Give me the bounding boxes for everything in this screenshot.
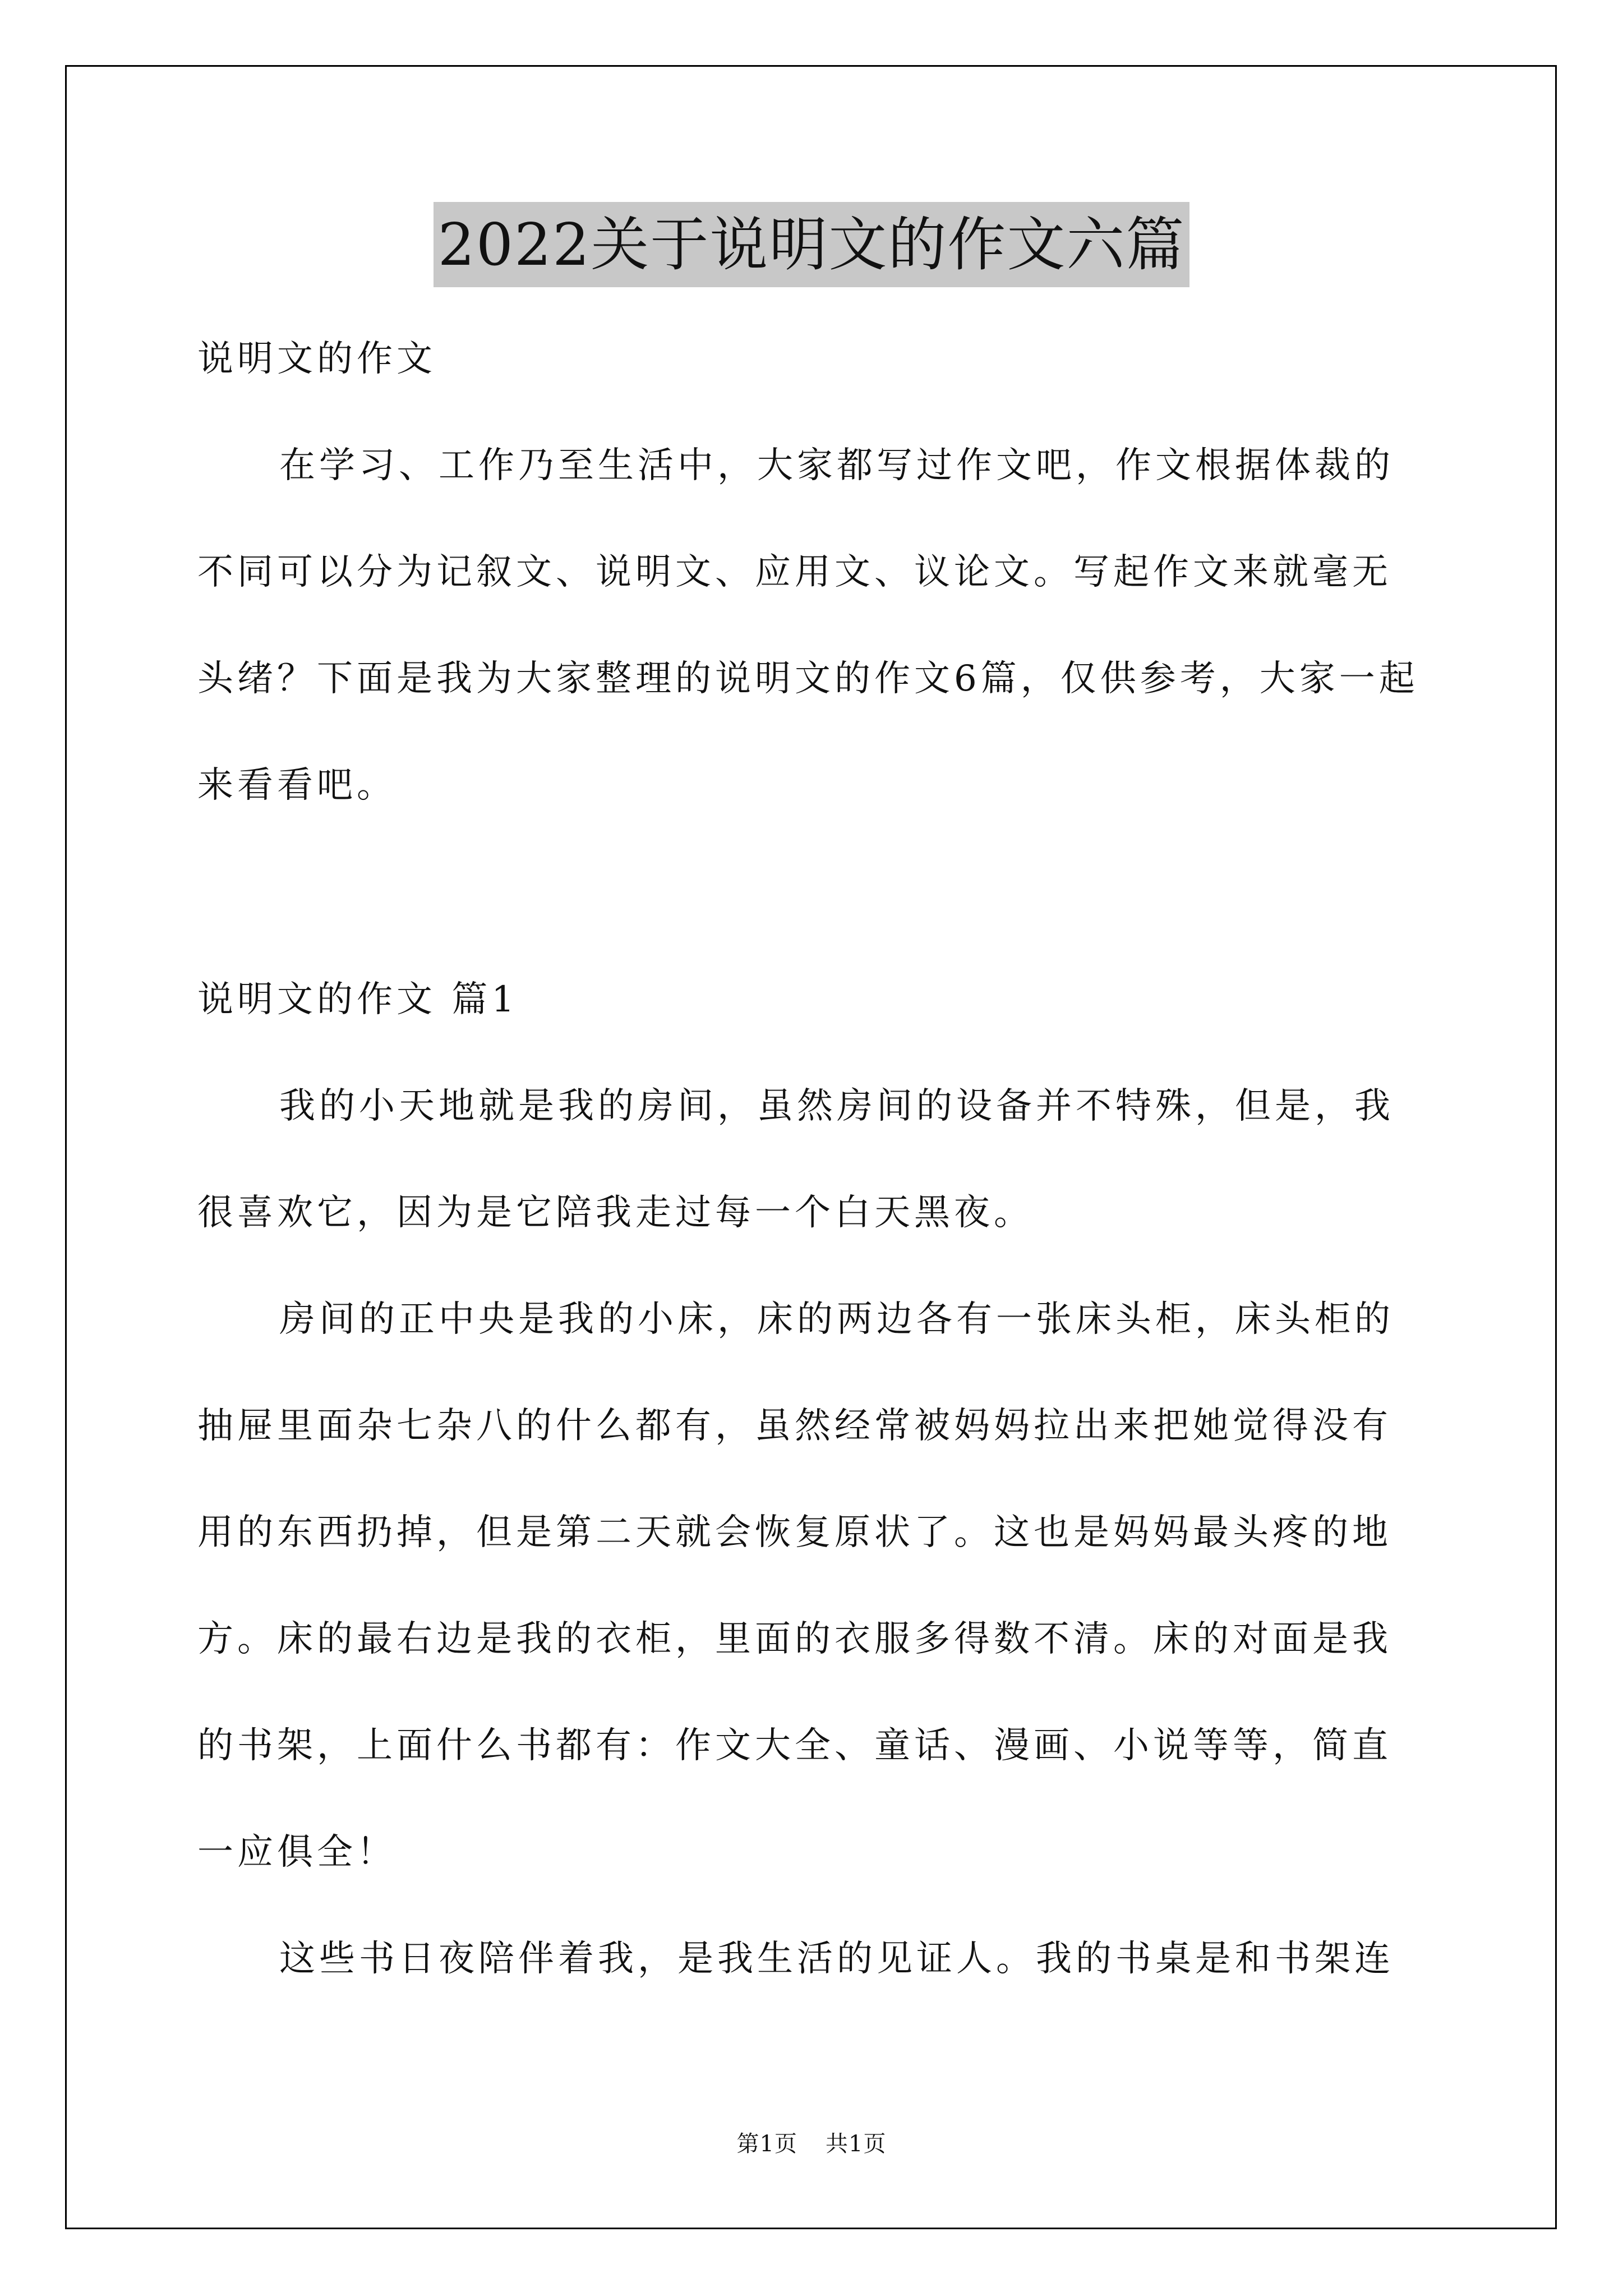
page-number: 第1页 [736,2131,797,2157]
section-spacer [197,839,1431,946]
intro-heading: 说明文的作文 [197,338,436,380]
section-heading: 说明文的作文 篇1 [197,979,519,1020]
body-paragraph: 我的小天地就是我的房间，虽然房间的设备并不特殊，但是，我很喜欢它，因为是它陪我走过每一个白天黑夜。 [197,1085,1394,1234]
document-title: 2022关于说明文的作文六篇 [434,202,1190,287]
total-pages: 共1页 [826,2131,887,2157]
intro-paragraph: 在学习、工作乃至生活中，大家都写过作文吧，作文根据体裁的不同可以分为记叙文、说明文、应用文、议论文。写起作文来就毫无头绪？下面是我为大家整理的说明文的作文6篇，仅供参考，大家一起来看看吧。 [197,445,1419,806]
document-body [197,306,1431,2012]
title-container [0,202,1623,287]
body-paragraph: 这些书日夜陪伴着我，是我生活的见证人。我的书桌是和书架连 [279,1938,1394,1980]
body-paragraph: 房间的正中央是我的小床，床的两边各有一张床头柜，床头柜的抽屉里面杂七杂八的什么都有，虽然经常被妈妈拉出来把她觉得没有用的东西扔掉，但是第二天就会恢复原状了。这也是妈妈最头疼的地方。床的最右边是我的衣柜，里面的衣服多得数不清。床的对面是我的书架，上面什么书都有：作文大全、童话、漫画、小说等等，简直一应俱全！ [197,1299,1394,1873]
page-footer [0,2126,1623,2158]
